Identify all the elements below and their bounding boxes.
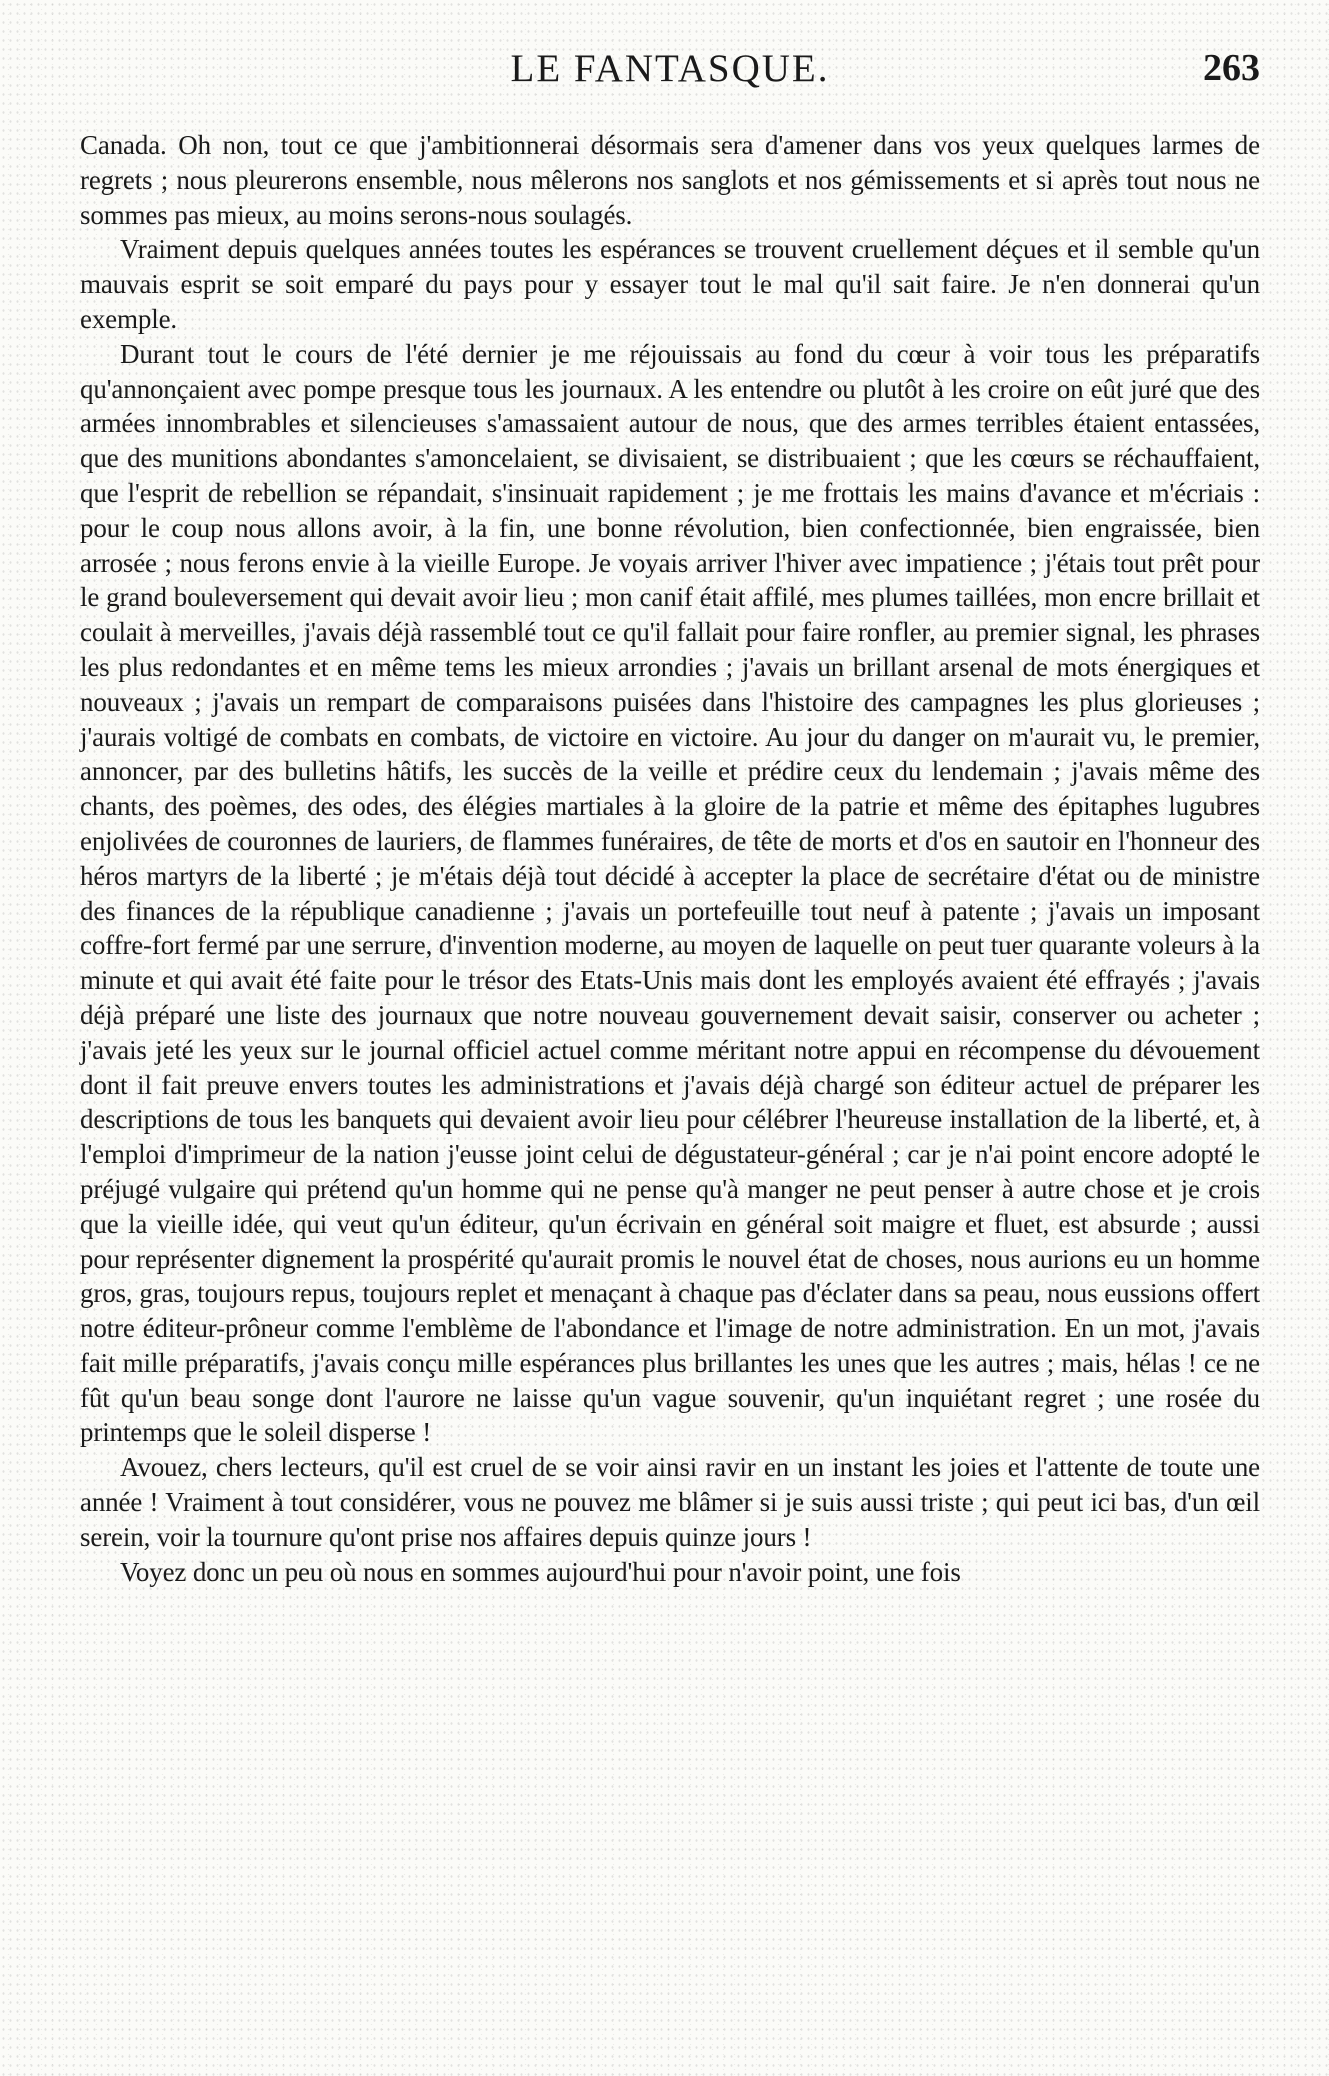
paragraph: Durant tout le cours de l'été dernier je me réjouissais au fond du cœur à voir tous les préparatifs qu'annonçaient avec pompe presque tous les journaux. A les entendre ou plutôt à les croire on eût juré que des armées innombrables et silencieuses s'amassaient autour de nous, que des armes terribles étaient entassées, que des munitions abondantes s'amoncelaient, se divisaient, se distribuaient ; que les cœurs se réchauffaient, que l'esprit de rebellion se répandait, s'insinuait rapidement ; je me frottais les mains d'avance et m'écriais : pour le coup nous allons avoir, à la fin, une bonne révolution, bien confectionnée, bien engraissée, bien arrosée ; nous ferons envie à la vieille Europe. Je voyais arriver l'hiver avec impatience ; j'étais tout prêt pour le grand bouleversement qui devait avoir lieu ; mon canif était affilé, mes plumes taillées, mon encre brillait et coulait à merveilles, j'avais déjà rassemblé tout ce qu'il fallait pour faire ronfler, au premier signal, les phrases les plus redondantes et en même tems les mieux arrondies ; j'avais un brillant arsenal de mots énergiques et nouveaux ; j'avais un rempart de comparaisons puisées dans l'histoire des campagnes les plus glorieuses ; j'aurais voltigé de combats en combats, de victoire en victoire. Au jour du danger on m'aurait vu, le premier, annoncer, par des bulletins hâtifs, les succès de la veille et prédire ceux du lendemain ; j'avais même des chants, des poèmes, des odes, des élégies martiales à la gloire de la patrie et même des épitaphes lugubres enjolivées de couronnes de lauriers, de flammes funéraires, de tête de morts et d'os en sautoir en l'honneur des héros martyrs de la liberté ; je m'étais déjà tout décidé à accepter la place de secrétaire d'état ou de ministre des finances de la république canadienne ; j'avais un portefeuille tout neuf à patente ; j'avais un imposant coffre-fort fermé par une serrure, d'invention moderne, au moyen de laquelle on peut tuer quarante voleurs à la minute et qui avait été faite pour le trésor des Etats-Unis mais dont les employés avaient été effrayés ; j'avais déjà préparé une liste des journaux que notre nouveau gouvernement devait saisir, conserver ou acheter ; j'avais jeté les yeux sur le journal officiel actuel comme méritant notre appui en récompense du dévouement dont il fait preuve envers toutes les administrations et j'avais déjà chargé son éditeur actuel de préparer les descriptions de tous les banquets qui devaient avoir lieu pour célébrer l'heureuse installation de la liberté, et, à l'emploi d'imprimeur de la nation j'eusse joint celui de dégustateur-général ; car je n'ai point encore adopté le préjugé vulgaire qui prétend qu'un homme qui ne pense qu'à manger ne peut penser à autre chose et je crois que la vieille idée, qui veut qu'un éditeur, qu'un écrivain en général soit maigre et fluet, est absurde ; aussi pour représenter dignement la prospérité qu'aurait promis le nouvel état de choses, nous aurions eu un homme gros, gras, toujours repus, toujours replet et menaçant à chaque pas d'éclater dans sa peau, nous eussions offert notre éditeur-prôneur comme l'emblème de l'abondance et l'image de notre administration. En un mot, j'avais fait mille préparatifs, j'avais conçu mille espérances plus brillantes les unes que les autres ; mais, hélas ! ce ne fût qu'un beau songe dont l'aurore ne laisse qu'un vague souvenir, qu'un inquiétant regret ; une rosée du printemps que le soleil disperse !: [80, 338, 1260, 1448]
running-title: LE FANTASQUE.: [510, 47, 830, 90]
page-header: [80, 38, 1260, 96]
paragraph: Voyez donc un peu où nous en sommes aujourd'hui pour n'avoir point, une fois: [120, 1556, 961, 1587]
page-number: 263: [1203, 47, 1260, 89]
paragraph: Canada. Oh non, tout ce que j'ambitionnerai désormais sera d'amener dans vos yeux quelques larmes de regrets ; nous pleurerons ensemble, nous mêlerons nos sanglots et nos gémissements et si après tout nous ne sommes pas mieux, au moins serons-nous soulagés.: [80, 130, 1260, 230]
paragraph: Avouez, chers lecteurs, qu'il est cruel de se voir ainsi ravir en un instant les joies et l'attente de toute une année ! Vraiment à tout considérer, vous ne pouvez me blâmer si je suis aussi triste ; qui peut ici bas, d'un œil serein, voir la tournure qu'ont prise nos affaires depuis quinze jours !: [80, 1452, 1260, 1552]
article-body: [80, 128, 1260, 1589]
paragraph: Vraiment depuis quelques années toutes les espérances se trouvent cruellement déçues et il semble qu'un mauvais esprit se soit emparé du pays pour y essayer tout le mal qu'il sait faire. Je n'en donnerai qu'un exemple.: [80, 234, 1260, 334]
